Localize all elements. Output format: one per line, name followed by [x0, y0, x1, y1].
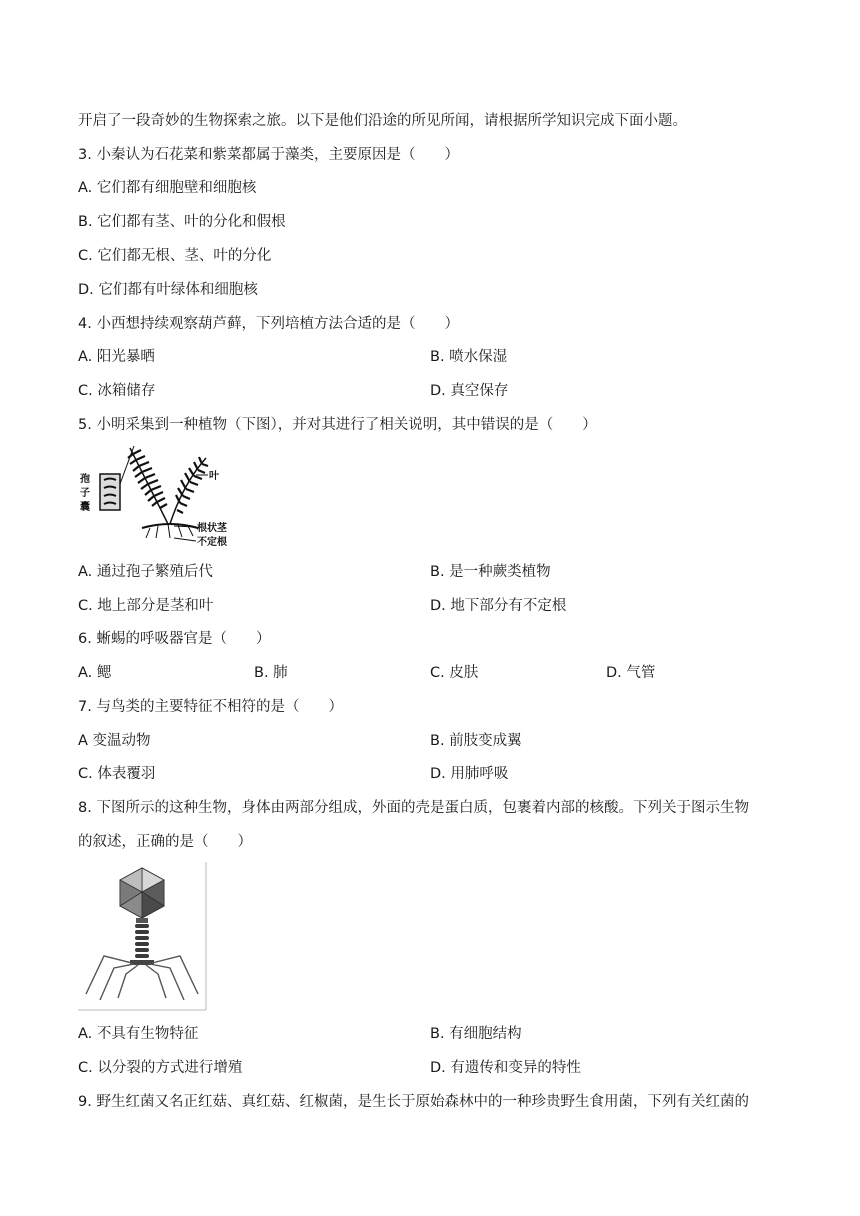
- question-4-option-c: C. 冰箱储存: [78, 383, 156, 399]
- question-5-option-d: D. 地下部分有不定根: [430, 598, 567, 614]
- fern-label-spore-2: 子: [80, 488, 90, 499]
- question-8-option-b: B. 有细胞结构: [430, 1026, 522, 1042]
- bacteriophage-figure: [78, 862, 210, 1012]
- question-8-option-c: C. 以分裂的方式进行增殖: [78, 1060, 243, 1076]
- fern-label-root: 不定根: [197, 537, 227, 548]
- question-3-option-d: D. 它们都有叶绿体和细胞核: [78, 282, 258, 298]
- question-3-option-c: C. 它们都无根、茎、叶的分化: [78, 248, 272, 264]
- question-3-stem: 3. 小秦认为石花菜和紫菜都属于藻类，主要原因是（ ）: [78, 147, 459, 163]
- question-6-stem: 6. 蜥蜴的呼吸器官是（ ）: [78, 631, 271, 647]
- question-6-option-c: C. 皮肤: [430, 665, 479, 681]
- fern-label-spore-3: 囊: [80, 502, 90, 513]
- question-8-option-d: D. 有遗传和变异的特性: [430, 1060, 581, 1076]
- question-6-option-b: B. 肺: [254, 665, 288, 681]
- question-7-option-b: B. 前肢变成翼: [430, 733, 522, 749]
- question-7-option-d: D. 用肺呼吸: [430, 766, 509, 782]
- question-5-option-a: A. 通过孢子繁殖后代: [78, 564, 213, 580]
- question-6-option-d: D. 气管: [606, 665, 656, 681]
- question-9-stem: 9. 野生红菌又名正红菇、真红菇、红椒菌，是生长于原始森林中的一种珍贵野生食用菌，下列有关红菌的: [78, 1094, 749, 1110]
- question-4-option-d: D. 真空保存: [430, 383, 509, 399]
- question-8-option-a: A. 不具有生物特征: [78, 1026, 199, 1042]
- question-8-stem-line-1: 8. 下图所示的这种生物，身体由两部分组成，外面的壳是蛋白质，包裹着内部的核酸。下列关于图示生物: [78, 800, 749, 816]
- question-7-option-c: C. 体表覆羽: [78, 766, 156, 782]
- fern-label-rhizome: 根状茎: [197, 523, 227, 534]
- question-5-option-c: C. 地上部分是茎和叶: [78, 598, 214, 614]
- question-3-option-a: A. 它们都有细胞壁和细胞核: [78, 180, 257, 196]
- question-7-option-a: A 变温动物: [78, 733, 151, 749]
- question-5-stem: 5. 小明采集到一种植物（下图），并对其进行了相关说明，其中错误的是（ ）: [78, 417, 597, 433]
- question-4-option-b: B. 喷水保湿: [430, 349, 508, 365]
- question-4-stem: 4. 小西想持续观察葫芦藓，下列培植方法合适的是（ ）: [78, 316, 459, 332]
- question-4-option-a: A. 阳光暴晒: [78, 349, 155, 365]
- intro-text: 开启了一段奇妙的生物探索之旅。以下是他们沿途的所见所闻，请根据所学知识完成下面小题。: [78, 113, 687, 129]
- question-8-stem-line-2: 的叙述，正确的是（ ）: [78, 834, 252, 850]
- question-6-option-a: A. 鳃: [78, 665, 112, 681]
- fern-figure: [78, 444, 248, 550]
- question-7-stem: 7. 与鸟类的主要特征不相符的是（ ）: [78, 699, 343, 715]
- fern-label-leaf: 叶: [209, 471, 219, 482]
- question-5-option-b: B. 是一种蕨类植物: [430, 564, 551, 580]
- question-3-option-b: B. 它们都有茎、叶的分化和假根: [78, 214, 286, 230]
- fern-label-spore-1: 孢: [80, 474, 90, 485]
